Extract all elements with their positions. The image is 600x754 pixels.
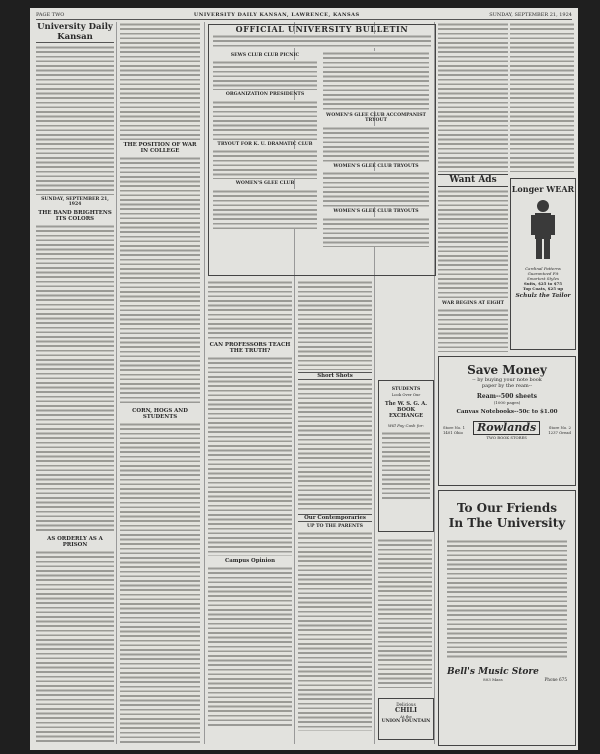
- store-1: Store No. 1: [443, 425, 466, 431]
- classified-text: [438, 308, 508, 352]
- ad-line: Delicious: [396, 702, 416, 707]
- date-line: SUNDAY, SEPTEMBER 21, 1924: [41, 197, 109, 208]
- section-heading: Our Contemporaries: [298, 514, 372, 522]
- bulletin-text: [213, 100, 317, 140]
- ad-line: Smartest Styles: [526, 276, 560, 281]
- store-address: 803 Mass: [483, 677, 503, 682]
- ad-line: Will Pay Cash for:: [387, 423, 425, 428]
- ad-line: At the: [400, 714, 412, 719]
- ad-ream: Ream--500 sheets: [476, 393, 538, 400]
- article-body: [298, 531, 372, 731]
- bulletin-right: [323, 51, 429, 247]
- ad-ream-sub: (1000 pages): [493, 400, 521, 405]
- section-heading: Short Shots: [298, 372, 372, 380]
- page-label: PAGE TWO: [36, 11, 65, 18]
- ad-line: -- by buying your note book: [472, 377, 542, 383]
- classified-text: [438, 22, 508, 172]
- store-2: Store No. 2: [548, 425, 571, 431]
- official-bulletin: [208, 24, 436, 276]
- bulletin-heading: TRYOUT FOR K. U. DRAMATIC CLUB: [217, 141, 313, 147]
- longer-wear-ad: [510, 178, 576, 350]
- bulletin-heading: SEWS CLUB CLUB PICNIC: [230, 53, 300, 58]
- article-body: [298, 382, 372, 512]
- newspaper-page: [30, 8, 578, 750]
- want-ads-column-2: [510, 22, 574, 174]
- ad-line: paper by the ream--: [481, 383, 533, 389]
- save-money-ad: [438, 356, 576, 486]
- ad-price: Suits, $25 to $75: [523, 281, 563, 286]
- editorial-body: [36, 550, 114, 744]
- bells-music-ad: [438, 490, 576, 746]
- classified-text: [510, 22, 574, 172]
- ad-line: Guaranteed Fit: [527, 271, 559, 276]
- masthead: University Daily Kansan: [37, 22, 113, 42]
- column-four: [298, 280, 372, 744]
- want-ads-title: Want Ads: [438, 174, 508, 187]
- editorial-heading: THE BAND BRIGHTENS ITS COLORS: [38, 209, 112, 222]
- book-exchange-ad: [378, 380, 434, 532]
- ad-line: CHILI: [395, 706, 417, 714]
- editorial-heading: AS ORDERLY AS A PRISON: [47, 535, 103, 548]
- ad-name: The W. S. G. A. BOOK EXCHANGE: [384, 401, 428, 419]
- bulletin-heading: WOMEN'S GLEE CLUB: [235, 181, 295, 187]
- page-header: [36, 10, 572, 20]
- ad-title: Save Money: [467, 363, 547, 377]
- ad-top: STUDENTS: [391, 387, 421, 392]
- bulletin-text: [323, 171, 429, 207]
- tailor-man-icon: [523, 198, 563, 262]
- ad-title: In The University: [448, 516, 566, 530]
- bulletin-text: [323, 51, 429, 111]
- column-editorial: [36, 22, 114, 744]
- rowlands-logo: Rowlands: [473, 421, 540, 435]
- store-1-address: 1401 Ohio: [443, 429, 463, 435]
- article-body: [298, 280, 372, 370]
- bulletin-text: [323, 126, 429, 162]
- bulletin-left: [213, 51, 317, 229]
- article-body: [120, 422, 200, 744]
- bulletin-heading: WOMEN'S GLEE CLUB TRYOUTS: [333, 209, 419, 215]
- column-two: [120, 22, 200, 744]
- bulletin-text: [213, 189, 317, 229]
- ad-title: To Our Friends: [456, 501, 558, 515]
- issue-date: SUNDAY, SEPTEMBER 21, 1924: [489, 11, 572, 18]
- ad-price: Top Coats, $25 up: [522, 286, 564, 291]
- ad-line: UNION FOUNTAIN: [381, 719, 431, 724]
- bells-logo: Bell's Music Store: [447, 667, 539, 677]
- bulletin-text: [213, 60, 317, 90]
- section-heading: Campus Opinion: [224, 558, 276, 564]
- staff-listing: [36, 45, 114, 195]
- bulletin-heading: WOMEN'S GLEE CLUB ACCOMPANIST TRYOUT: [326, 113, 426, 124]
- ad-text: [382, 431, 430, 501]
- article-heading: THE POSITION OF WAR IN COLLEGE: [123, 142, 197, 154]
- article-body: [120, 22, 200, 140]
- ad-line: Cardinal Patterns: [525, 266, 561, 271]
- ad-brand: Schulz the Tailor: [515, 293, 571, 299]
- war-title: WAR BEGINS AT EIGHT: [441, 301, 505, 306]
- ad-canvas: Canvas Notebooks--50c to $1.00: [456, 409, 558, 415]
- article-body: [208, 356, 292, 556]
- article-body: [208, 566, 292, 726]
- bulletin-title: OFFICIAL UNIVERSITY BULLETIN: [235, 24, 409, 34]
- article-body: [378, 538, 432, 688]
- brand-sub: TWO BOOK STORES: [486, 435, 527, 440]
- article-heading: CAN PROFESSORS TEACH THE TRUTH?: [209, 342, 291, 354]
- bulletin-heading: ORGANIZATION PRESIDENTS: [225, 92, 305, 98]
- sub-heading: UP TO THE PARENTS: [307, 524, 363, 529]
- ad-title: Longer WEAR: [511, 184, 575, 194]
- editorial-body: [36, 224, 114, 534]
- want-ads-column: [438, 22, 508, 352]
- ad-text: [447, 539, 567, 659]
- union-fountain-ad: [378, 698, 434, 740]
- column-three: [208, 280, 292, 744]
- bulletin-text: [323, 217, 429, 247]
- bulletin-heading: WOMEN'S GLEE CLUB TRYOUTS: [333, 163, 419, 169]
- column-rule: [204, 22, 205, 744]
- bulletin-notice: [213, 34, 431, 48]
- store-phone: Phone 675: [544, 677, 567, 682]
- column-five-text: [378, 538, 432, 693]
- paper-title: UNIVERSITY DAILY KANSAN, LAWRENCE, KANSAS: [193, 11, 360, 18]
- store-2-address: 1237 Oread: [548, 429, 571, 435]
- article-heading: CORN, HOGS AND STUDENTS: [132, 408, 188, 420]
- article-body: [120, 156, 200, 406]
- bulletin-text: [213, 149, 317, 179]
- article-body: [208, 280, 292, 340]
- classified-text: [438, 189, 508, 299]
- ad-mid: Look Over Our: [391, 392, 421, 397]
- column-rule: [116, 22, 117, 744]
